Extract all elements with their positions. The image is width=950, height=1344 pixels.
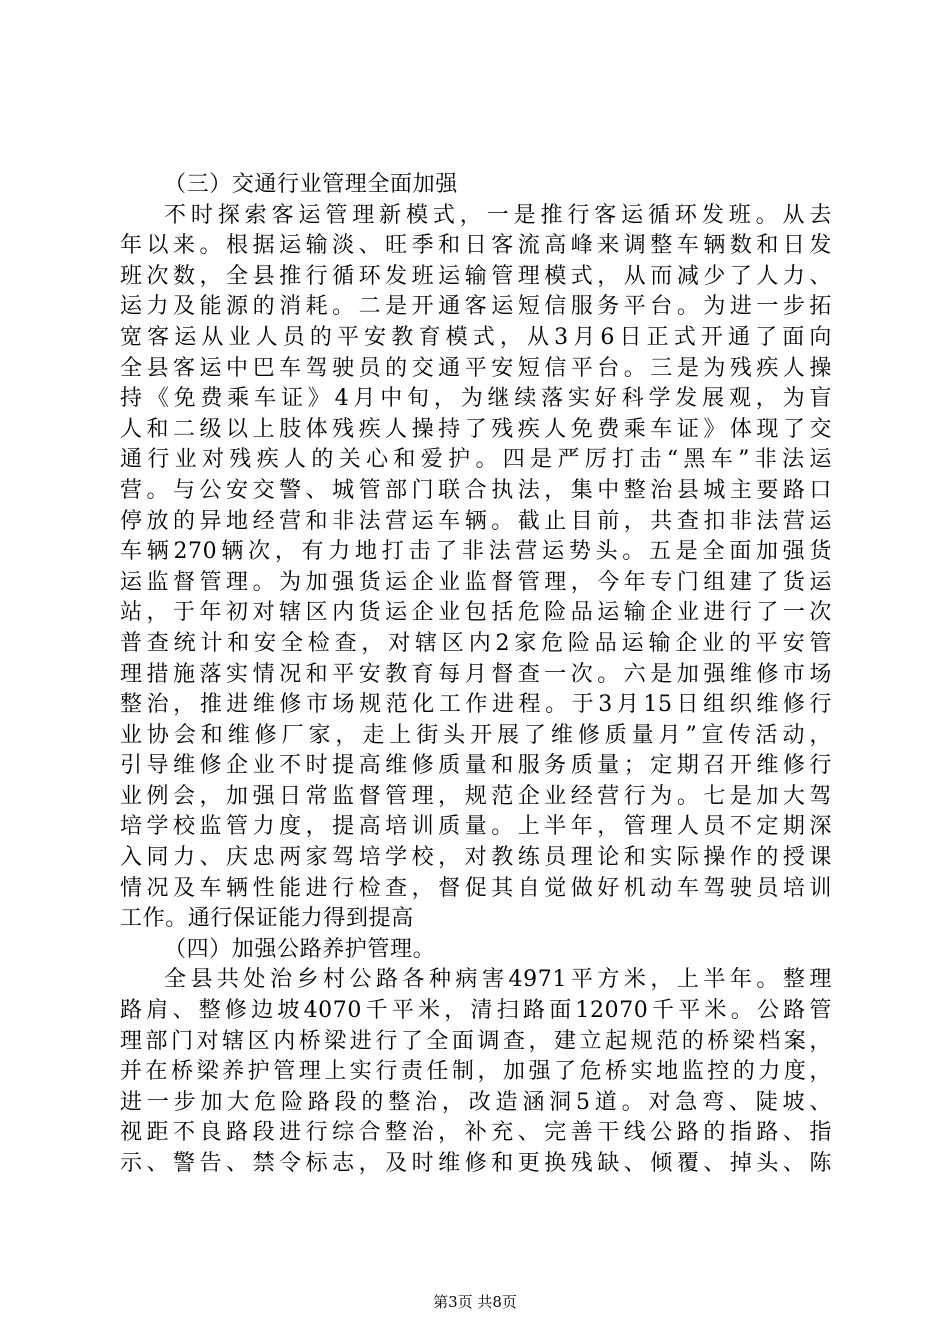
text-line: 宽客运从业人员的平安教育模式，从3月6日正式开通了面向 [120,324,832,350]
text-line: 路肩、整修边坡4070千平米，清扫路面12070千平米。公路管 [120,998,832,1024]
text-line: 入同力、庆忠两家驾培学校，对教练员理论和实际操作的授课 [120,845,832,871]
text-line: 示、警告、禁令标志，及时维修和更换残缺、倾覆、掉头、陈 [120,1151,832,1176]
text-line: 培学校监管力度，提高培训质量。上半年，管理人员不定期深 [120,814,832,840]
text-line: 业协会和维修厂家，走上街头开展了维修质量月”宣传活动， [120,722,832,748]
text-line: 持《免费乘车证》4月中旬，为继续落实好科学发展观，为盲 [120,386,832,412]
text-line: 站，于年初对辖区内货运企业包括危险品运输企业进行了一次 [120,600,832,626]
text-line: 全县客运中巴车驾驶员的交通平安短信平台。三是为残疾人操 [120,355,832,381]
text-line: 视距不良路段进行综合整治，补充、完善干线公路的指路、指 [120,1120,832,1146]
text-line: 运监督管理。为加强货运企业监督管理，今年专门组建了货运 [120,569,832,595]
text-line: 业例会，加强日常监督管理，规范企业经营行为。七是加大驾 [120,783,832,809]
text-line: 引导维修企业不时提高维修质量和服务质量；定期召开维修行 [120,753,832,779]
text-line: （三）交通行业管理全面加强 [164,172,458,197]
text-line: （四）加强公路养护管理。 [164,936,436,962]
text-line: 通行业对残疾人的关心和爱护。四是严厉打击“黑车”非法运 [120,447,832,473]
text-line: 运力及能源的消耗。二是开通客运短信服务平台。为进一步拓 [120,294,832,320]
page-footer: 第3页 共8页 [433,1293,517,1311]
text-line: 营。与公安交警、城管部门联合执法，集中整治县城主要路口 [120,477,832,503]
document-body [120,170,832,1180]
text-line: 停放的异地经营和非法营运车辆。截止目前，共查扣非法营运 [120,508,832,534]
text-line: 理部门对辖区内桥梁进行了全面调查，建立起规范的桥梁档案， [120,1028,832,1054]
text-line: 班次数，全县推行循环发班运输管理模式，从而减少了人力、 [120,263,832,289]
text-line: 情况及车辆性能进行检查，督促其自觉做好机动车驾驶员培训 [120,875,832,901]
text-line: 不时探索客运管理新模式，一是推行客运循环发班。从去 [164,202,832,228]
text-line: 普查统计和安全检查，对辖区内2家危险品运输企业的平安管 [120,630,832,656]
text-line: 整治，推进维修市场规范化工作进程。于3月15日组织维修行 [120,692,832,718]
text-line: 车辆270辆次，有力地打击了非法营运势头。五是全面加强货 [120,539,832,565]
text-line: 工作。通行保证能力得到提高 [120,906,414,932]
text-line: 人和二级以上肢体残疾人操持了残疾人免费乘车证》体现了交 [120,416,832,442]
text-line: 年以来。根据运输淡、旺季和日客流高峰来调整车辆数和日发 [120,233,832,259]
text-line: 理措施落实情况和平安教育每月督查一次。六是加强维修市场 [120,661,832,687]
text-line: 全县共处治乡村公路各种病害4971平方米，上半年。整理 [164,967,832,993]
text-line: 进一步加大危险路段的整治，改造涵洞5道。对急弯、陡坡、 [120,1089,832,1115]
text-line: 并在桥梁养护管理上实行责任制，加强了危桥实地监控的力度， [120,1059,832,1085]
